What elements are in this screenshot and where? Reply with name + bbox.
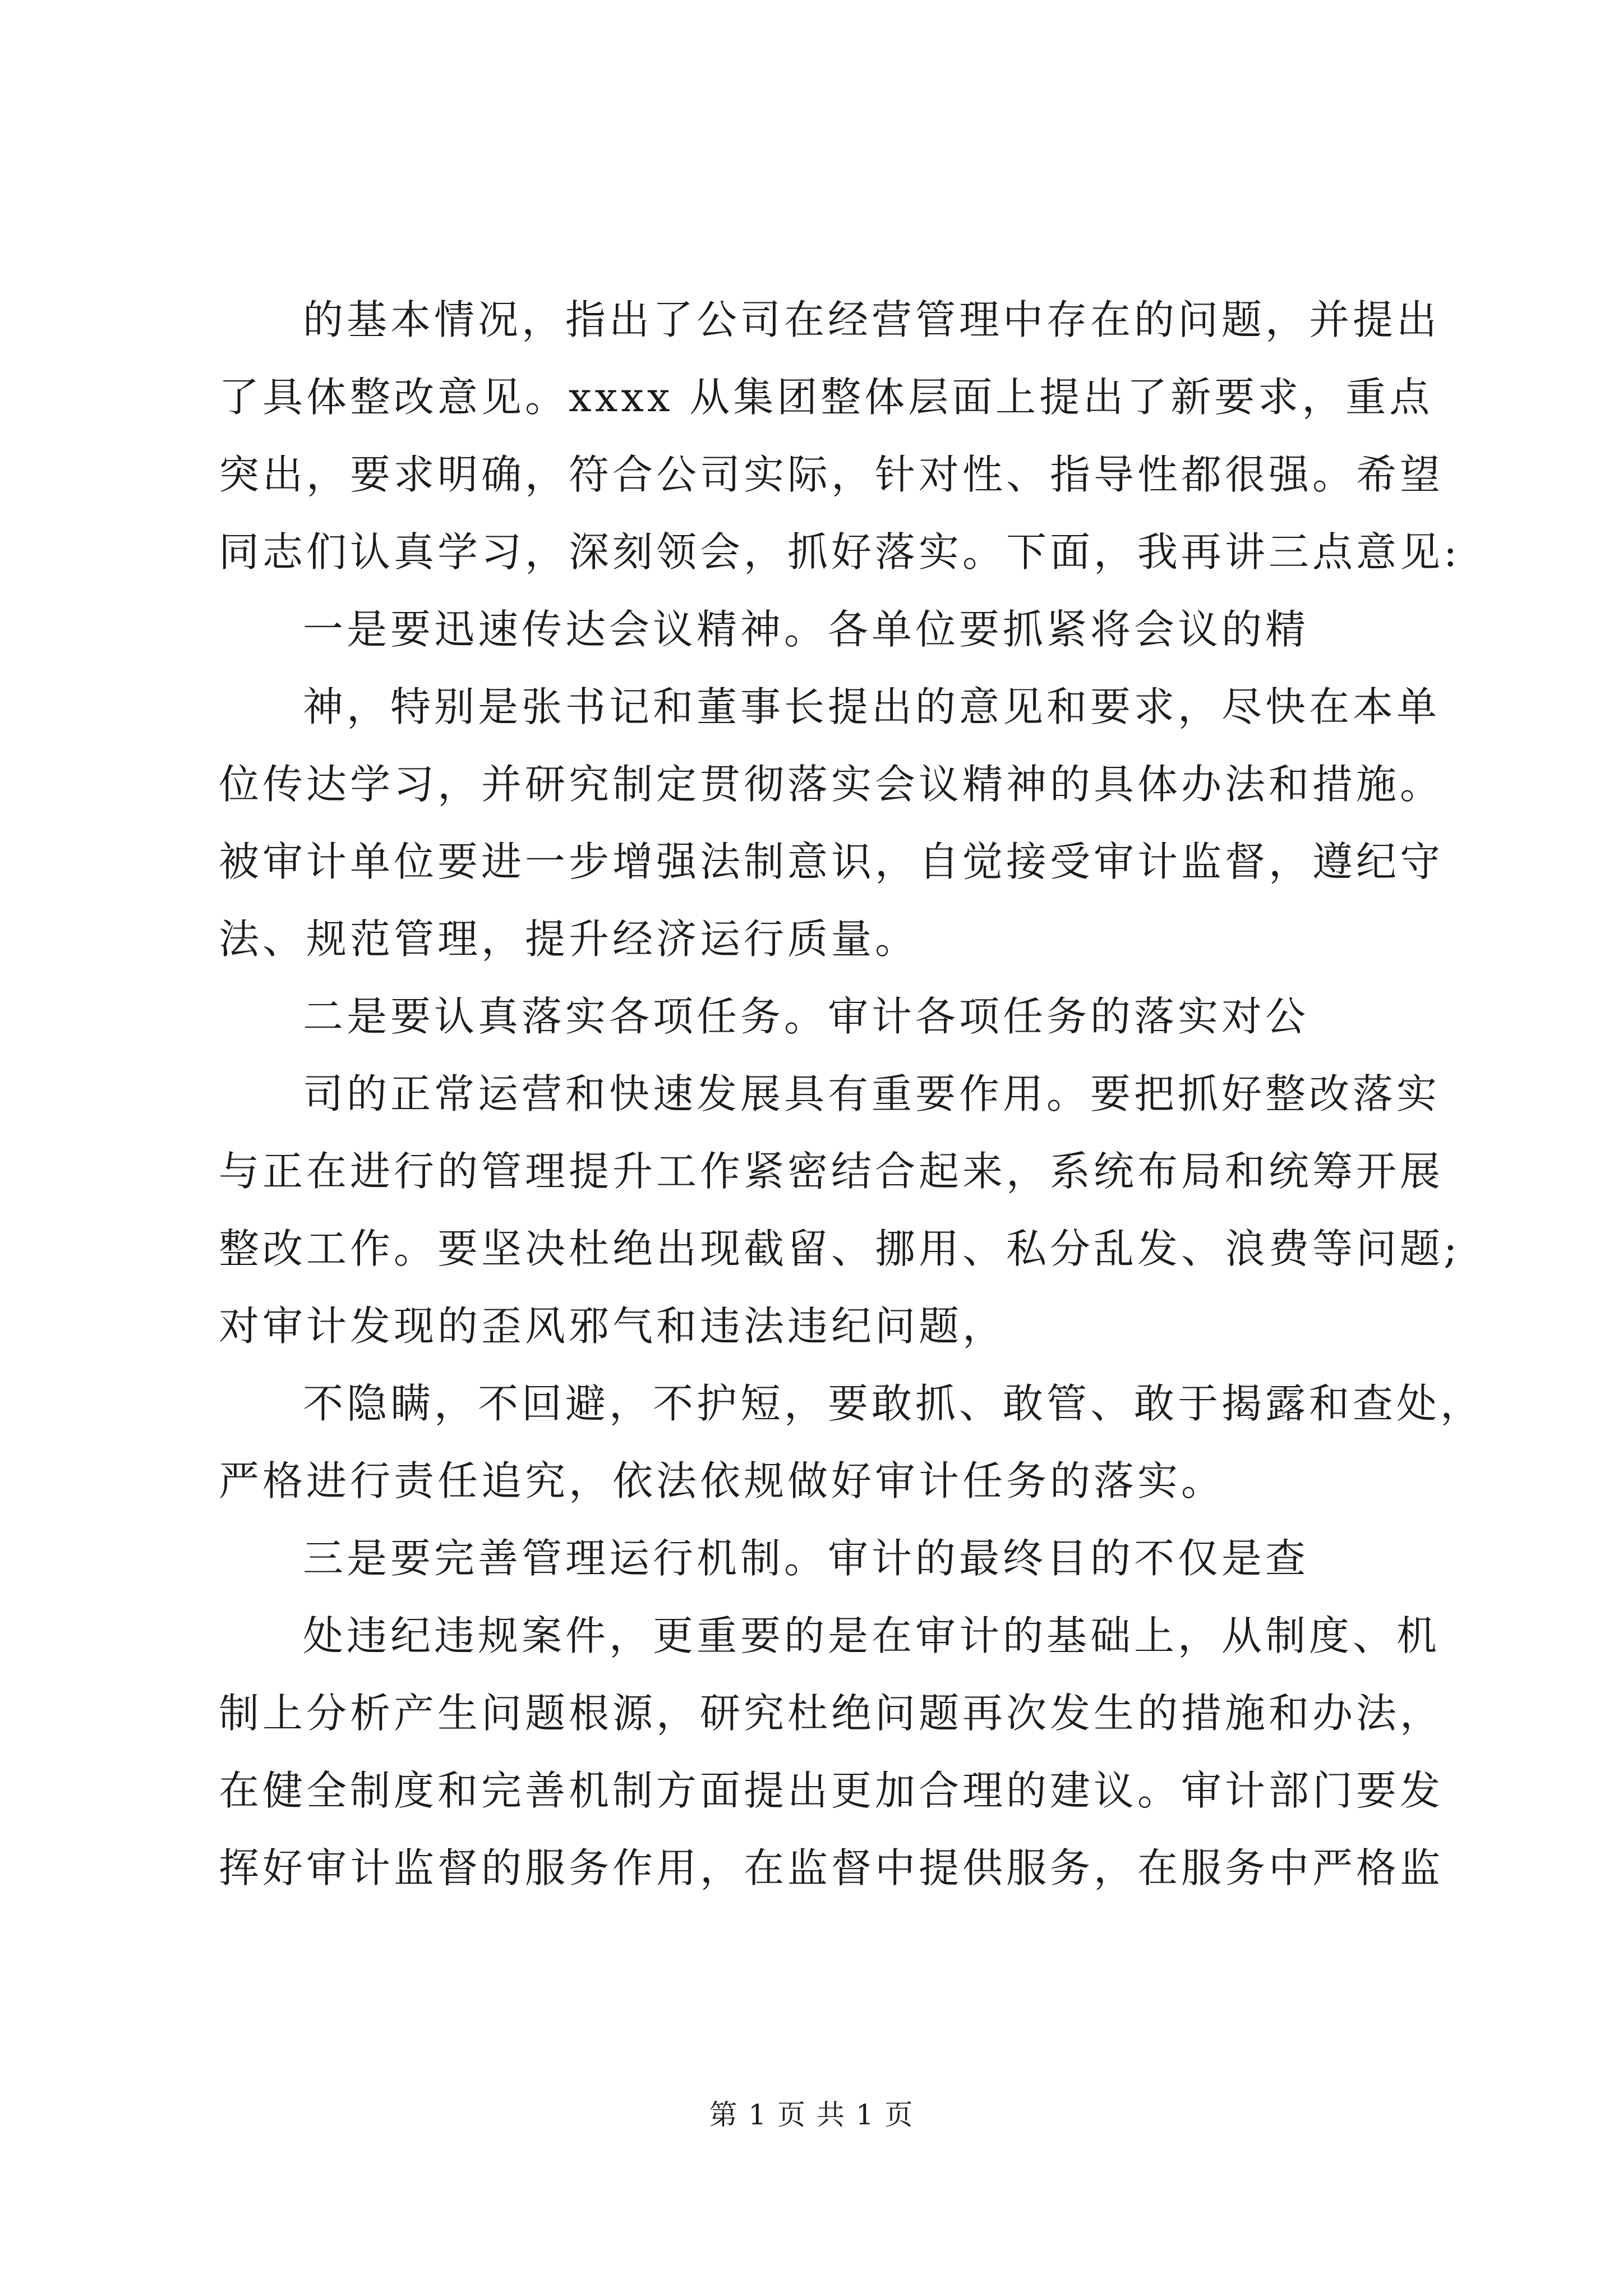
text-line: 不隐瞒，不回避，不护短，要敢抓、敢管、敢于揭露和查处， [303,1380,1484,1427]
text-line: 三是要完善管理运行机制。审计的最终目的不仅是查 [303,1535,1310,1582]
text-line: 整改工作。要坚决杜绝出现截留、挪用、私分乱发、浪费等问题; [219,1225,1461,1272]
text-line: 的基本情况，指出了公司在经营管理中存在的问题，并提出 [303,296,1441,343]
text-line: 对审计发现的歪风邪气和违法违纪问题， [219,1303,1007,1350]
text-line: 了具体整改意见。xxxx 从集团整体层面上提出了新要求，重点 [219,374,1433,421]
text-line: 挥好审计监督的服务作用，在监督中提供服务，在服务中严格监 [219,1844,1444,1892]
text-line: 在健全制度和完善机制方面提出更加合理的建议。审计部门要发 [219,1767,1444,1814]
page-footer: 第 1 页 共 1 页 [709,2099,914,2131]
text-line: 法、规范管理，提升经济运行质量。 [219,915,919,963]
text-line: 一是要迅速传达会议精神。各单位要抓紧将会议的精 [303,606,1310,653]
text-line: 位传达学习，并研究制定贯彻落实会议精神的具体办法和措施。 [219,761,1444,808]
text-line: 与正在进行的管理提升工作紧密结合起来，系统布局和统筹开展 [219,1148,1444,1195]
text-line: 突出，要求明确，符合公司实际，针对性、指导性都很强。希望 [219,451,1444,498]
text-line: 制上分析产生问题根源，研究杜绝问题再次发生的措施和办法， [219,1690,1444,1737]
text-line: 司的正常运营和快速发展具有重要作用。要把抓好整改落实 [303,1070,1441,1117]
text-line: 神，特别是张书记和董事长提出的意见和要求，尽快在本单 [303,683,1441,730]
text-line: 二是要认真落实各项任务。审计各项任务的落实对公 [303,993,1310,1040]
text-line: 严格进行责任追究，依法依规做好审计任务的落实。 [219,1457,1225,1504]
text-line: 被审计单位要进一步增强法制意识，自觉接受审计监督，遵纪守 [219,838,1444,885]
text-line: 处违纪违规案件，更重要的是在审计的基础上，从制度、机 [303,1612,1441,1659]
text-line: 同志们认真学习，深刻领会，抓好落实。下面，我再讲三点意见: [219,528,1461,576]
